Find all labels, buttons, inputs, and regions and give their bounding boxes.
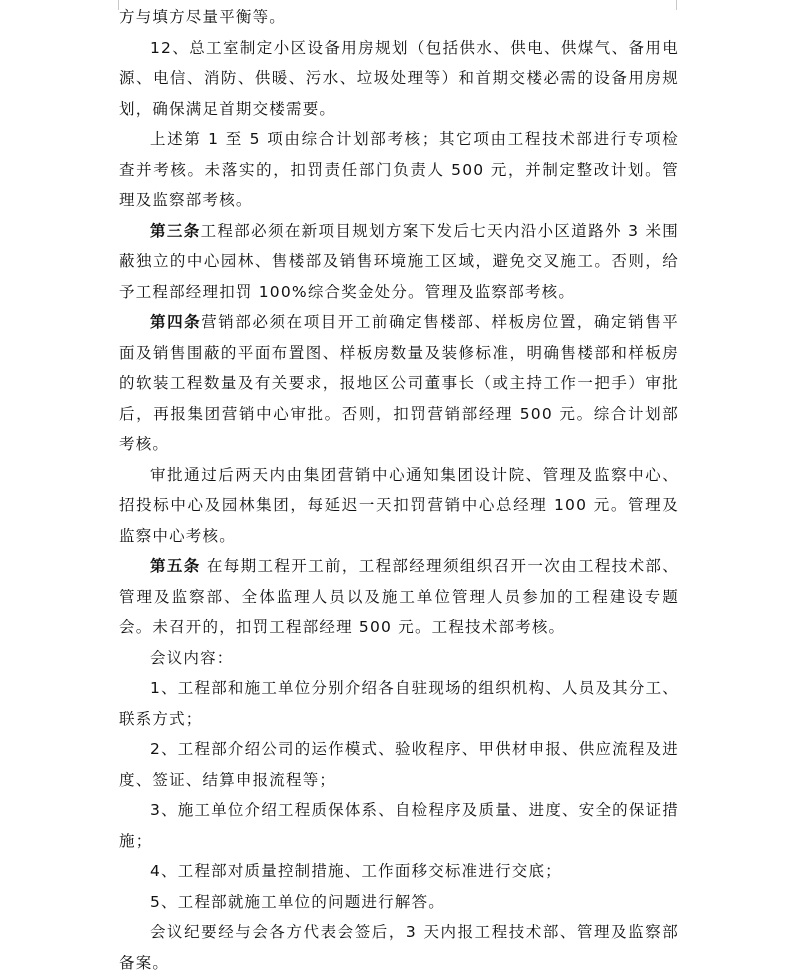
paragraph-text: 12、总工室制定小区设备用房规划（包括供水、供电、供煤气、备用电源、电信、消防、供暖、污水、垃圾处理等）和首期交楼必需的设备用房规划，确保满足首期交楼需要。 bbox=[119, 38, 679, 118]
paragraph-text: 5、工程部就施工单位的问题进行解答。 bbox=[150, 892, 445, 911]
paragraph-text: 方与填方尽量平衡等。 bbox=[119, 8, 287, 26]
paragraph-text: 营销部必须在项目开工前确定售楼部、样板房位置，确定销售平面及销售围蔽的平面布置图、样板房数量及装修标准，明确售楼部和样板房的软装工程数量及有关要求，报地区公司董事长（或主持工作一把手）审批后，再报集团营销中心审批。否则，扣罚营销部经理 500 元。综合计划部考核。 bbox=[119, 313, 679, 453]
paragraph-meeting-item-1 bbox=[119, 673, 679, 734]
article-heading: 第五条 bbox=[150, 557, 201, 575]
paragraph-meeting-item-5 bbox=[119, 887, 679, 918]
paragraph-meeting-item-2 bbox=[119, 734, 679, 795]
paragraph-review bbox=[119, 124, 679, 216]
page-corner-mark-right bbox=[676, 0, 697, 10]
paragraph-text: 3、施工单位介绍工程质保体系、自检程序及质量、进度、安全的保证措施； bbox=[119, 801, 679, 850]
paragraph-article-4 bbox=[119, 307, 679, 460]
page-corner-mark-left bbox=[98, 0, 119, 10]
paragraph-text: 上述第 1 至 5 项由综合计划部考核；其它项由工程技术部进行专项检查并考核。未落实的，扣罚责任部门负责人 500 元，并制定整改计划。管理及监察部考核。 bbox=[119, 130, 679, 209]
document-body bbox=[119, 2, 679, 978]
paragraph-article-5 bbox=[119, 551, 679, 643]
article-heading: 第四条 bbox=[150, 313, 202, 331]
paragraph-item-12 bbox=[119, 33, 679, 125]
paragraph-text: 会议纪要经与会各方代表会签后，3 天内报工程技术部、管理及监察部备案。 bbox=[119, 923, 679, 972]
paragraph-article-3 bbox=[119, 216, 679, 308]
paragraph-meeting-content bbox=[119, 643, 679, 674]
article-heading: 第三条 bbox=[150, 221, 201, 240]
paragraph-approval bbox=[119, 460, 679, 552]
paragraph-text: 在每期工程开工前，工程部经理须组织召开一次由工程技术部、管理及监察部、全体监理人员以及施工单位管理人员参加的工程建设专题会。未召开的，扣罚工程部经理 500 元。工程技术部考核。 bbox=[119, 557, 679, 636]
paragraph-text: 工程部必须在新项目规划方案下发后七天内沿小区道路外 3 米围蔽独立的中心园林、售楼部及销售环境施工区域，避免交叉施工。否则，给予工程部经理扣罚 100%综合奖金处分。管理及监察部考核。 bbox=[119, 221, 679, 301]
paragraph-continuation bbox=[119, 2, 679, 33]
paragraph-text: 1、工程部和施工单位分别介绍各自驻现场的组织机构、人员及其分工、联系方式； bbox=[119, 679, 679, 728]
paragraph-text: 审批通过后两天内由集团营销中心通知集团设计院、管理及监察中心、招投标中心及园林集团，每延迟一天扣罚营销中心总经理 100 元。管理及监察中心考核。 bbox=[119, 465, 679, 545]
paragraph-meeting-item-3 bbox=[119, 795, 679, 856]
paragraph-text: 4、工程部对质量控制措施、工作面移交标准进行交底； bbox=[150, 862, 562, 880]
paragraph-text: 会议内容： bbox=[150, 648, 234, 667]
paragraph-text: 2、工程部介绍公司的运作模式、验收程序、甲供材申报、供应流程及进度、签证、结算申报流程等； bbox=[119, 740, 679, 789]
paragraph-minutes bbox=[119, 917, 679, 978]
paragraph-meeting-item-4 bbox=[119, 856, 679, 887]
